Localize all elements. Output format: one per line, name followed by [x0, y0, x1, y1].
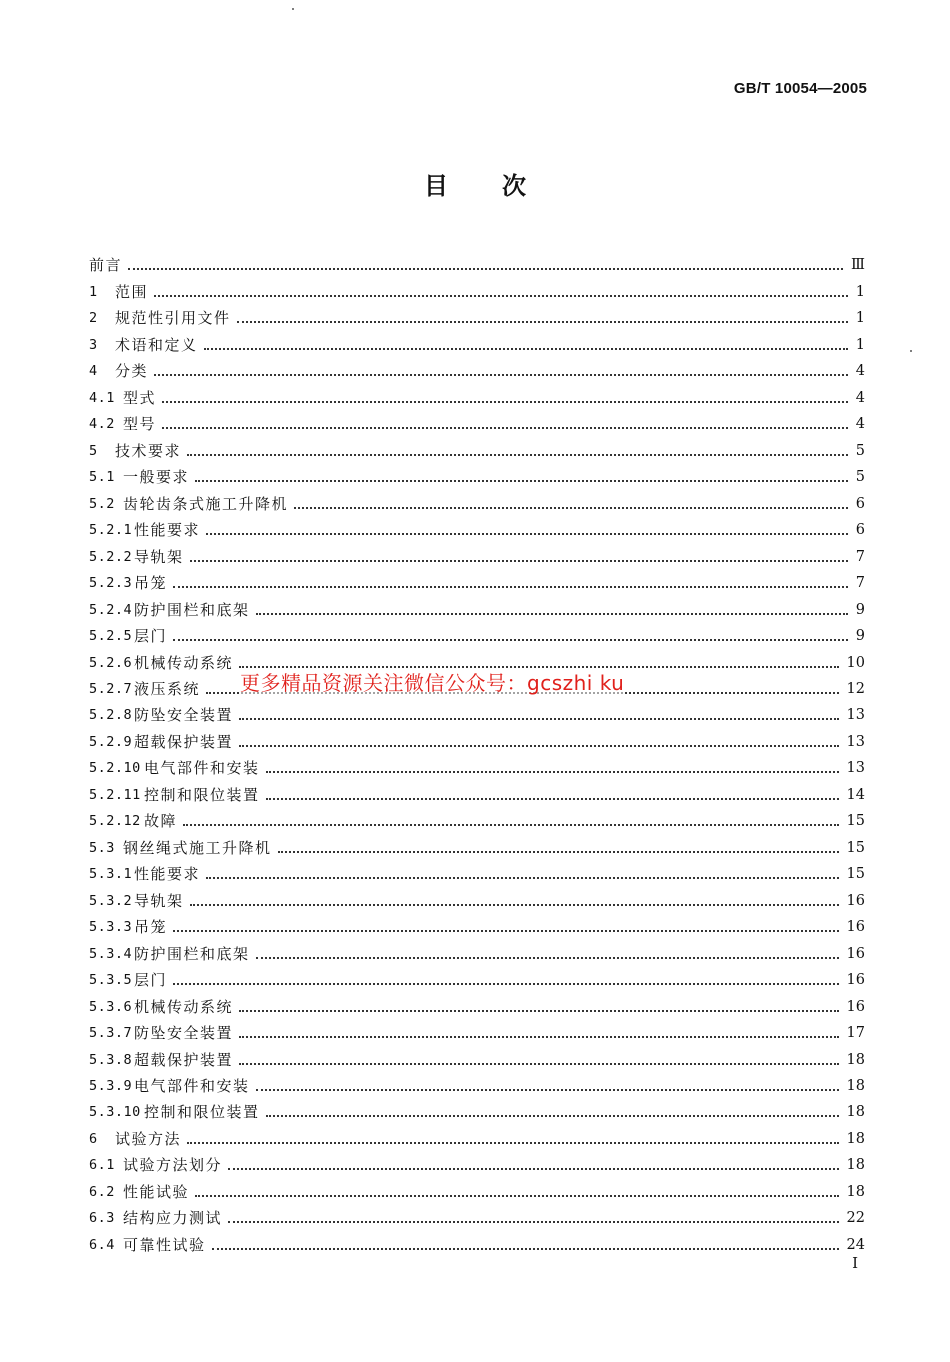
toc-entry-number: 1 — [89, 283, 98, 300]
toc-entry[interactable] — [89, 1017, 865, 1043]
toc-entry[interactable] — [89, 858, 865, 884]
toc-entry-page: 16 — [846, 919, 865, 936]
toc-entry-title: 防护围栏和底架 — [134, 600, 250, 619]
toc-entry-page: 17 — [846, 1025, 865, 1042]
toc-entry[interactable] — [89, 937, 865, 963]
toc-entry-page: 9 — [855, 601, 865, 618]
toc-dot-leader — [206, 533, 848, 535]
toc-entry-number: 5.3.5 — [89, 972, 133, 989]
toc-entry-number: 5.2.9 — [89, 733, 133, 750]
toc-entry-title: 故障 — [144, 812, 178, 831]
toc-entry-title: 分类 — [115, 362, 149, 381]
toc-dot-leader — [256, 1089, 839, 1091]
toc-entry-number: 5.3 — [89, 839, 115, 856]
toc-entry-title: 防坠安全装置 — [134, 706, 234, 725]
toc-entry[interactable] — [89, 699, 865, 725]
toc-entry-page: 18 — [846, 1104, 865, 1121]
toc-entry-number: 5.2.1 — [89, 522, 133, 539]
toc-dot-leader — [173, 639, 848, 641]
toc-entry-number: 5.3.4 — [89, 945, 133, 962]
toc-entry-page: 4 — [855, 389, 865, 406]
toc-entry[interactable] — [89, 328, 865, 354]
toc-entry-number: 5.2.2 — [89, 548, 133, 565]
toc-entry-number: 5.3.10 — [89, 1104, 141, 1121]
toc-entry-number: 6.1 — [89, 1157, 115, 1174]
toc-dot-leader — [173, 930, 839, 932]
toc-entry-page: 16 — [846, 945, 865, 962]
toc-dot-leader — [278, 851, 839, 853]
toc-entry-title: 控制和限位装置 — [144, 785, 260, 804]
toc-entry-page: 14 — [846, 786, 865, 803]
toc-entry-number: 5.2.8 — [89, 707, 133, 724]
toc-entry[interactable] — [89, 646, 865, 672]
toc-entry-title: 防坠安全装置 — [134, 1024, 234, 1043]
toc-entry[interactable] — [89, 275, 865, 301]
toc-dot-leader — [237, 321, 848, 323]
toc-dot-leader — [206, 877, 839, 879]
toc-entry-page: 10 — [846, 654, 865, 671]
toc-entry-number: 5.2.11 — [89, 786, 141, 803]
toc-entry-page: 7 — [855, 575, 865, 592]
toc-entry-number: 5.2.3 — [89, 575, 133, 592]
toc-entry-page: 4 — [855, 416, 865, 433]
toc-entry-number: 5.3.6 — [89, 998, 133, 1015]
toc-entry-title: 试验方法 — [115, 1129, 182, 1148]
toc-dot-leader — [173, 586, 848, 588]
toc-dot-leader — [266, 1115, 839, 1117]
toc-entry-number: 4.2 — [89, 416, 115, 433]
toc-entry[interactable] — [89, 355, 865, 381]
watermark-text: 更多精品资源关注微信公众号：gcszhi ku — [240, 671, 625, 695]
toc-entry[interactable] — [89, 1070, 865, 1096]
toc-entry-title: 技术要求 — [115, 441, 182, 460]
toc-dot-leader — [187, 1142, 839, 1144]
toc-entry-title: 试验方法划分 — [123, 1156, 223, 1175]
toc-entry-page: Ⅲ — [851, 257, 865, 274]
toc-dot-leader — [239, 1036, 839, 1038]
toc-dot-leader — [195, 1195, 839, 1197]
toc-entry-page: 18 — [846, 1183, 865, 1200]
toc-dot-leader — [204, 348, 848, 350]
toc-entry[interactable] — [89, 884, 865, 910]
toc-entry-title: 导轨架 — [134, 547, 184, 566]
toc-dot-leader — [187, 454, 848, 456]
toc-entry-page: 13 — [846, 707, 865, 724]
toc-dot-leader — [190, 904, 839, 906]
toc-entry[interactable] — [89, 567, 865, 593]
toc-entry-title: 性能要求 — [134, 865, 201, 884]
toc-entry[interactable] — [89, 434, 865, 460]
toc-entry-page: 16 — [846, 998, 865, 1015]
toc-dot-leader — [256, 613, 848, 615]
toc-entry[interactable] — [89, 540, 865, 566]
toc-entry-title: 防护围栏和底架 — [134, 944, 250, 963]
toc-entry-title: 层门 — [134, 627, 168, 646]
toc-entry-page: 5 — [855, 442, 865, 459]
toc-entry-title: 超载保护装置 — [134, 1050, 234, 1069]
toc-entry-title: 液压系统 — [134, 679, 201, 698]
toc-dot-leader — [239, 666, 839, 668]
toc-entry-title: 机械传动系统 — [134, 653, 234, 672]
toc-entry[interactable] — [89, 408, 865, 434]
toc-entry[interactable] — [89, 964, 865, 990]
toc-dot-leader — [183, 824, 839, 826]
toc-entry[interactable] — [89, 461, 865, 487]
toc-entry-page: 1 — [855, 310, 865, 327]
scan-speck — [292, 8, 294, 10]
toc-entry-number: 3 — [89, 336, 98, 353]
toc-entry-number: 5.2.7 — [89, 680, 133, 697]
toc-dot-leader — [256, 957, 839, 959]
toc-dot-leader — [162, 427, 848, 429]
footer-page-number: I — [852, 1254, 858, 1272]
toc-entry-title: 性能试验 — [123, 1182, 190, 1201]
toc-entry-number: 5.2.5 — [89, 628, 133, 645]
toc-entry-title: 机械传动系统 — [134, 997, 234, 1016]
toc-dot-leader — [128, 268, 843, 270]
toc-entry[interactable] — [89, 514, 865, 540]
toc-entry[interactable] — [89, 249, 865, 275]
toc-entry-number: 5.3.8 — [89, 1051, 133, 1068]
toc-entry-page: 15 — [846, 866, 865, 883]
toc-entry[interactable] — [89, 593, 865, 619]
toc-dot-leader — [239, 718, 839, 720]
toc-entry-number: 5.2.6 — [89, 654, 133, 671]
toc-entry-title: 超载保护装置 — [134, 732, 234, 751]
toc-entry-page: 4 — [855, 363, 865, 380]
toc-entry-title: 钢丝绳式施工升降机 — [123, 838, 272, 857]
toc-entry-page: 1 — [855, 283, 865, 300]
toc-dot-leader — [212, 1248, 839, 1250]
toc-entry-title: 吊笼 — [134, 918, 168, 937]
toc-entry-title: 可靠性试验 — [123, 1235, 206, 1254]
toc-entry-number: 5.3.9 — [89, 1078, 133, 1094]
toc-entry-page: 22 — [846, 1210, 865, 1227]
toc-entry-title: 范围 — [115, 282, 149, 301]
toc-entry-page: 6 — [855, 495, 865, 512]
toc-entry-page: 13 — [846, 760, 865, 777]
toc-entry-number: 5.2.10 — [89, 760, 141, 777]
toc-entry-number: 5.3.1 — [89, 866, 133, 883]
toc-dot-leader — [195, 480, 848, 482]
toc-entry-title: 导轨架 — [134, 891, 184, 910]
toc-entry-number: 5.3.2 — [89, 892, 133, 909]
toc-dot-leader — [266, 798, 839, 800]
toc-entry-title: 术语和定义 — [115, 335, 198, 354]
toc-entry[interactable] — [89, 381, 865, 407]
toc-entry-number: 2 — [89, 310, 98, 327]
toc-entry-title: 性能要求 — [134, 521, 201, 540]
toc-entry-title: 层门 — [134, 971, 168, 990]
toc-dot-leader — [154, 374, 848, 376]
toc-entry[interactable] — [89, 911, 865, 937]
toc-entry-number: 6.2 — [89, 1183, 115, 1200]
document-code: GB/T 10054—2005 — [733, 80, 867, 97]
toc-entry-number: 5 — [89, 442, 98, 459]
toc-entry[interactable] — [89, 752, 865, 778]
toc-entry-page: 18 — [846, 1051, 865, 1068]
toc-dot-leader — [228, 1168, 839, 1170]
scan-speck — [910, 350, 912, 352]
toc-entry-title: 控制和限位装置 — [144, 1103, 260, 1122]
toc-entry-page: 18 — [846, 1157, 865, 1174]
toc-entry-title: 吊笼 — [134, 574, 168, 593]
toc-entry-title: 齿轮齿条式施工升降机 — [123, 494, 289, 513]
toc-entry[interactable] — [89, 302, 865, 328]
toc-entry-page: 6 — [855, 522, 865, 539]
toc-dot-leader — [154, 295, 848, 297]
toc-entry[interactable] — [89, 487, 865, 513]
toc-dot-leader — [162, 401, 848, 403]
toc-entry-title: 前言 — [89, 256, 123, 275]
toc-entry-title: 型式 — [123, 388, 157, 407]
table-of-contents — [89, 249, 865, 1255]
toc-dot-leader — [239, 745, 839, 747]
toc-entry-number: 6.4 — [89, 1236, 115, 1253]
toc-entry-page: 24 — [846, 1236, 865, 1253]
toc-entry-number: 5.2 — [89, 495, 115, 512]
toc-entry-number: 5.3.7 — [89, 1025, 133, 1042]
toc-entry-page: 5 — [855, 469, 865, 486]
toc-dot-leader — [228, 1221, 839, 1223]
toc-entry[interactable] — [89, 805, 865, 831]
toc-entry-page: 1 — [855, 336, 865, 353]
toc-dot-leader — [294, 507, 848, 509]
toc-entry-page: 12 — [846, 680, 865, 697]
toc-entry[interactable] — [89, 990, 865, 1016]
toc-entry-title: 电气部件和安装 — [144, 759, 260, 778]
toc-entry-number: 5.3.3 — [89, 919, 133, 936]
toc-entry-title: 型号 — [123, 415, 157, 434]
toc-dot-leader — [239, 1063, 839, 1065]
toc-entry[interactable] — [89, 1122, 865, 1148]
toc-entry-page: 13 — [846, 733, 865, 750]
toc-entry-number: 5.1 — [89, 469, 115, 486]
toc-entry[interactable] — [89, 1202, 865, 1228]
page-title: 目次 — [424, 172, 580, 200]
toc-entry-number: 5.2.12 — [89, 813, 141, 830]
toc-dot-leader — [266, 771, 839, 773]
toc-entry-page: 15 — [846, 839, 865, 856]
toc-entry-page: 15 — [846, 813, 865, 830]
toc-entry-page: 9 — [855, 628, 865, 645]
toc-entry-page: 18 — [846, 1078, 865, 1094]
toc-entry-page: 18 — [846, 1130, 865, 1147]
toc-entry[interactable] — [89, 1228, 865, 1254]
toc-entry-number: 6.3 — [89, 1210, 115, 1227]
toc-entry-title: 一般要求 — [123, 468, 190, 487]
toc-entry-number: 4.1 — [89, 389, 115, 406]
toc-entry[interactable] — [89, 620, 865, 646]
toc-dot-leader — [173, 983, 839, 985]
toc-entry-page: 16 — [846, 972, 865, 989]
toc-dot-leader — [190, 560, 848, 562]
toc-entry[interactable] — [89, 1043, 865, 1069]
toc-entry-page: 7 — [855, 548, 865, 565]
toc-entry-page: 16 — [846, 892, 865, 909]
toc-entry-title: 电气部件和安装 — [134, 1077, 250, 1095]
toc-entry-number: 4 — [89, 363, 98, 380]
toc-dot-leader — [239, 1010, 839, 1012]
toc-entry[interactable] — [89, 778, 865, 804]
toc-entry[interactable] — [89, 725, 865, 751]
toc-entry-title: 结构应力测试 — [123, 1209, 223, 1228]
toc-entry-title: 规范性引用文件 — [115, 309, 231, 328]
toc-entry-number: 5.2.4 — [89, 601, 133, 618]
toc-entry[interactable] — [89, 831, 865, 857]
toc-entry-number: 6 — [89, 1130, 98, 1147]
toc-entry[interactable] — [89, 1096, 865, 1122]
toc-entry[interactable] — [89, 1175, 865, 1201]
toc-entry[interactable] — [89, 1149, 865, 1175]
